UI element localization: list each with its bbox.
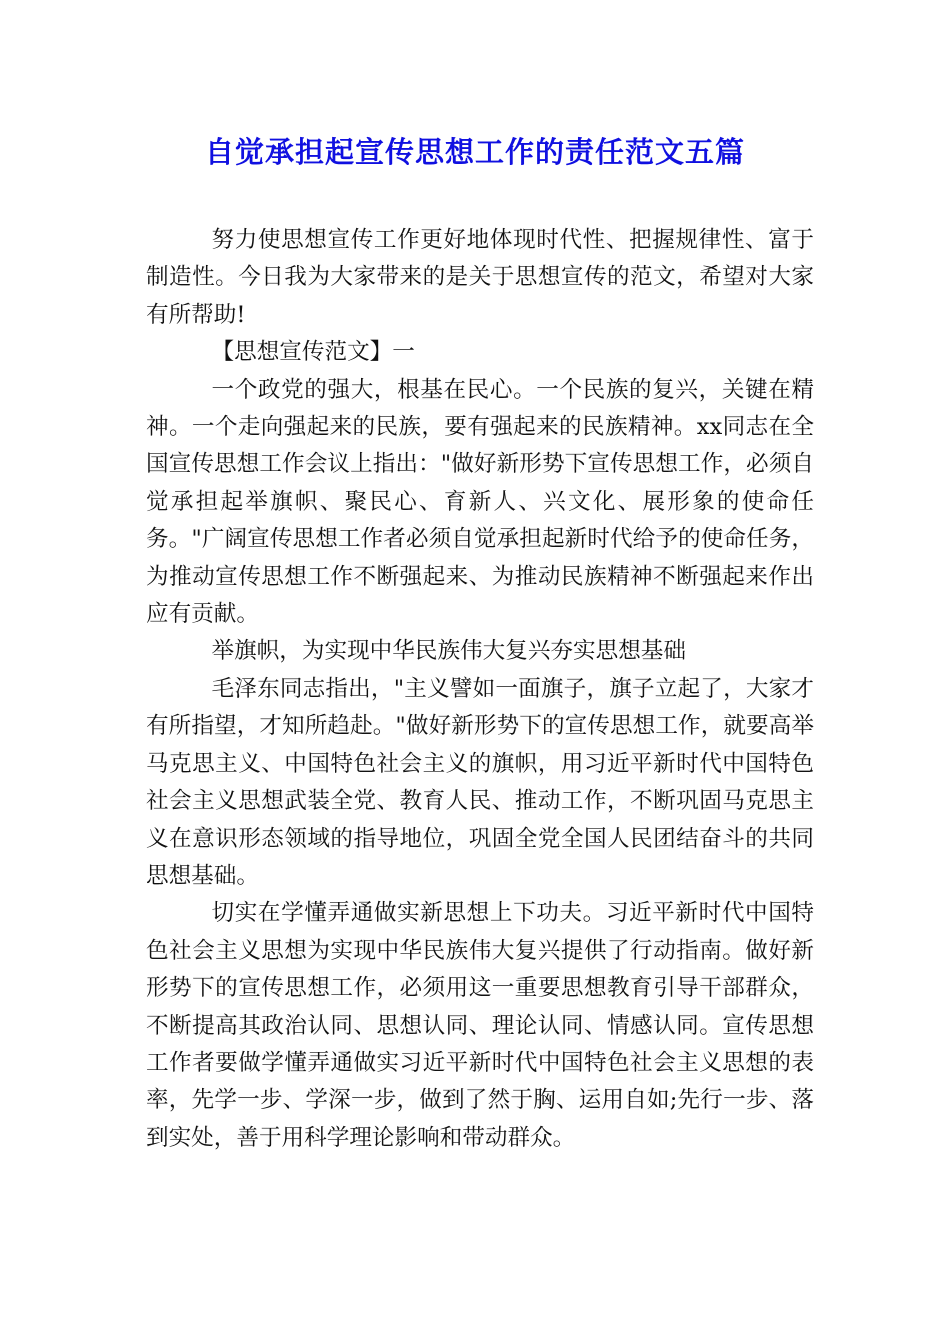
paragraph-study: 切实在学懂弄通做实新思想上下功夫。习近平新时代中国特色社会主义思想为实现中华民族伟大复兴提供了行动指南。做好新形势下的宣传思想工作，必须用这一重要思想教育引导干部群众，不断提高其政治认同、思想认同、理论认同、情感认同。宣传思想工作者要做学懂弄通做实习近平新时代中国特色社会主义思想的表率，先学一步、学深一步，做到了然于胸、运用自如;先行一步、落到实处，善于用科学理论影响和带动群众。 bbox=[146, 900, 814, 1151]
paragraph-intro: 努力使思想宣传工作更好地体现时代性、把握规律性、富于制造性。今日我为大家带来的是关于思想宣传的范文，希望对大家有所帮助! bbox=[146, 227, 814, 328]
paragraph-section-heading: 【思想宣传范文】一 bbox=[211, 339, 415, 366]
paragraph-main: 一个政党的强大，根基在民心。一个民族的复兴，关键在精神。一个走向强起来的民族，要有强起来的民族精神。xx同志在全国宣传思想工作会议上指出："做好新形势下宣传思想工作，必须自觉承担起举旗帜、聚民心、育新人、兴文化、展形象的使命任务。"广阔宣传思想工作者必须自觉承担起新时代给予的使命任务，为推动宣传思想工作不断强起来、为推动民族精神不断强起来作出应有贡献。 bbox=[146, 376, 814, 628]
document-title: 自觉承担起宣传思想工作的责任范文五篇 bbox=[204, 135, 745, 169]
paragraph-subheading: 举旗帜，为实现中华民族伟大复兴夯实思想基础 bbox=[211, 638, 686, 665]
document-body bbox=[146, 222, 814, 1157]
paragraph-mao-quote: 毛泽东同志指出，"主义譬如一面旗子，旗子立起了，大家才有所指望，才知所趋赴。"做好新形势下的宣传思想工作，就要高举马克思主义、中国特色社会主义的旗帜，用习近平新时代中国特色社会主义思想武装全党、教育人民、推动工作，不断巩固马克思主义在意识形态领域的指导地位，巩固全党全国人民团结奋斗的共同思想基础。 bbox=[146, 675, 814, 889]
